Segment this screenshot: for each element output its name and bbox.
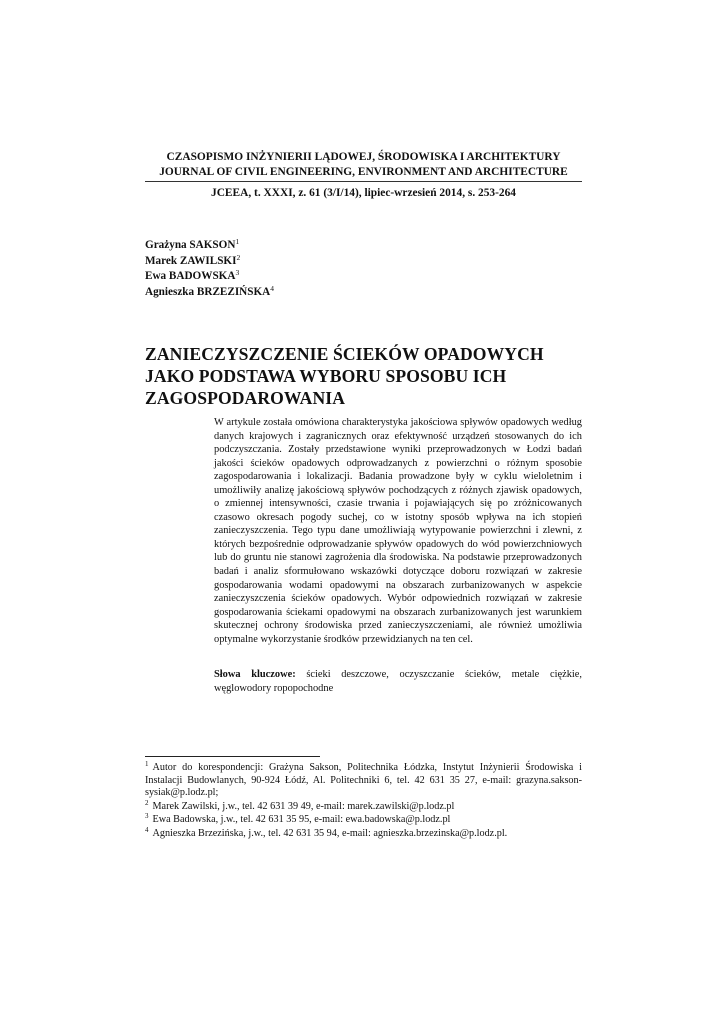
author: Marek ZAWILSKI$^2$ xyxy=(145,252,241,267)
footnote: $^4$ Agnieszka Brzezińska, j.w., tel. 42 631 35 94, e-mail: agnieszka.brzezinska@p.lodz.pl. xyxy=(145,825,508,839)
footnotes xyxy=(145,762,582,842)
footnote-mark: 1 xyxy=(235,237,240,246)
journal-header xyxy=(145,150,582,201)
journal-citation: JCEEA, t. XXXI, z. 61 (3/I/14), lipiec-wrzesień 2014, s. 253-264 xyxy=(211,187,516,199)
title-line: ZAGOSPODAROWANIA xyxy=(145,388,346,408)
title-line: JAKO PODSTAWA WYBORU SPOSOBU ICH xyxy=(145,366,507,386)
abstract: W artykule została omówiona charakterystyka jakościowa spływów opadowych według danych krajowych i zagranicznych oraz efektywność urządzeń stosowanych do ich podczyszczania. Zostały przedstawione wyniki przeprowadzonych w Łodzi badań jakości ścieków opadowych odprowadzanych z powierzchni o różnym sposobie zagospodarowania i lokalizacji. Badania prowadzone były w cyklu wieloletnim i umożliwiły analizę jakościową spływów pochodzących z różnych zjawisk opadowych, o zmiennej intensywności, czasie trwania i pojawiających się po zróżnicowanych czasowo okresach pogody suchej, co w istotny sposób wpływa na ich stopień zanieczyszczenia. Tego typu dane umożliwiają wytypowanie powierzchni i zlewni, z których bezpośrednie odprowadzanie spływów opadowych do wód powierzchniowych lub do gruntu nie stanowi zagrożenia dla środowiska. Na podstawie przeprowadzonych badań i analiz sformułowano wskazówki dotyczące doboru rozwiązań w zakresie gospodarowania wodami opadowymi na obszarach zurbanizowanych w aspekcie zanieczyszczenia ścieków opadowych. Wybór odpowiednich rozwiązań w zakresie gospodarowania ściekami opadowymi na obszarach zurbanizowanych jest warunkiem skutecznej ochrony środowiska przed zanieczyszczeniami, ale również umożliwia optymalne wykorzystanie środków przewidzianych na ten cel. xyxy=(214,417,582,645)
keywords xyxy=(214,668,582,695)
title-line: ZANIECZYSZCZENIE ŚCIEKÓW OPADOWYCH xyxy=(145,344,544,364)
footnote-mark: 2 xyxy=(236,252,241,262)
journal-name-english: JOURNAL OF CIVIL ENGINEERING, ENVIRONMENT AND ARCHITECTURE xyxy=(145,165,582,182)
footnote: $^1$ Autor do korespondencji: Grażyna Sakson, Politechnika Łódzka, Instytut Inżynierii Środowiska i Instalacji Budowlanych, 90-924 Łódź, Al. Politechniki 6, tel. 42 631 35 27, e-mail: grazyna.sakson-sysiak@p.lodz.pl; xyxy=(145,760,582,799)
footnote-mark: 4 xyxy=(145,825,149,834)
footnote-mark: 3 xyxy=(235,268,240,278)
footnote-mark: 3 xyxy=(145,812,149,821)
paper-title xyxy=(145,343,585,409)
footnote-divider xyxy=(145,756,320,757)
footnote-mark: 1 xyxy=(145,760,149,768)
footnote: $^3$ Ewa Badowska, j.w., tel. 42 631 35 95, e-mail: ewa.badowska@p.lodz.pl xyxy=(145,812,451,826)
footnote-mark: 4 xyxy=(270,283,275,293)
author: Grażyna SAKSON$^1$ xyxy=(145,237,240,251)
journal-name-polish: CZASOPISMO INŻYNIERII LĄDOWEJ, ŚRODOWISKA I ARCHITEKTURY xyxy=(166,151,561,163)
author-list xyxy=(145,238,274,300)
footnote: $^2$ Marek Zawilski, j.w., tel. 42 631 39 49, e-mail: marek.zawilski@p.lodz.pl xyxy=(145,798,455,812)
keywords-text: ścieki deszczowe, oczyszczanie ścieków, metale ciężkie, węglowodory ropopochodne xyxy=(214,669,582,694)
keywords-label: Słowa kluczowe: xyxy=(214,669,296,680)
footnote-mark: 2 xyxy=(145,798,149,807)
author: Agnieszka BRZEZIŃSKA$^4$ xyxy=(145,283,275,298)
author: Ewa BADOWSKA$^3$ xyxy=(145,268,240,283)
